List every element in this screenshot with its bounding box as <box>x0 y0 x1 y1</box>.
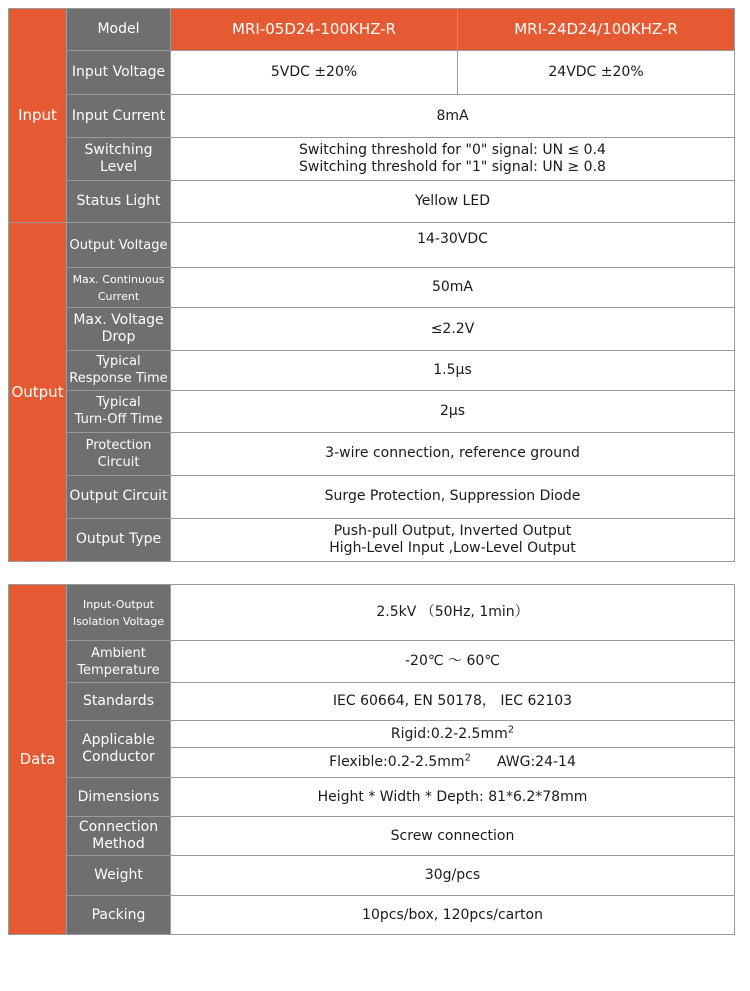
table-row <box>9 817 735 856</box>
protection-circuit-label-line2: Circuit <box>97 454 140 470</box>
turnoff-time-label-line1: Typical <box>96 395 141 411</box>
table-row <box>9 51 735 95</box>
conductor-rigid-sup: 2 <box>507 723 515 735</box>
input-voltage-label: Input Voltage <box>67 51 171 95</box>
turnoff-time-value: 2μs <box>171 390 735 432</box>
max-drop-label-line2: Drop <box>101 329 136 345</box>
table-row <box>9 138 735 181</box>
turnoff-time-label <box>67 390 171 432</box>
output-circuit-value: Surge Protection, Suppression Diode <box>171 475 735 518</box>
conductor-flexible-value <box>171 748 735 778</box>
protection-circuit-value: 3-wire connection, reference ground <box>171 432 735 475</box>
model-b-header: MRI-24D24/100KHZ-R <box>458 9 735 51</box>
isolation-voltage-label-line2: Isolation Voltage <box>72 614 165 628</box>
output-circuit-label: Output Circuit <box>67 475 171 518</box>
output-voltage-value: 14-30VDC <box>171 223 735 268</box>
conductor-label-line1: Applicable <box>82 732 155 748</box>
input-output-spec-table <box>8 8 735 562</box>
table-row <box>9 721 735 748</box>
input-group-label: Input <box>9 9 67 223</box>
conductor-label-line2: Conductor <box>82 749 155 765</box>
table-row <box>9 475 735 518</box>
output-type-line1: Push-pull Output, Inverted Output <box>333 522 572 539</box>
switching-level-label <box>67 138 171 181</box>
conductor-label <box>67 721 171 778</box>
response-time-label <box>67 350 171 390</box>
output-type-label: Output Type <box>67 518 171 561</box>
max-drop-value: ≤2.2V <box>171 308 735 350</box>
max-drop-label-line1: Max. Voltage <box>73 312 164 328</box>
input-voltage-b-value: 24VDC ±20% <box>458 51 735 95</box>
table-row <box>9 181 735 223</box>
response-time-label-line1: Typical <box>96 354 141 370</box>
conductor-awg-text: AWG:24-14 <box>496 754 576 770</box>
output-voltage-label: Output Voltage <box>67 223 171 268</box>
connection-method-label <box>67 817 171 856</box>
ambient-temperature-label <box>67 641 171 683</box>
switching-level-value <box>171 138 735 181</box>
table-row <box>9 308 735 350</box>
packing-value: 10pcs/box, 120pcs/carton <box>171 896 735 935</box>
ambient-temperature-label-line2: Temperature <box>77 662 160 678</box>
output-type-line2: High-Level Input ,Low-Level Output <box>329 539 576 556</box>
weight-label: Weight <box>67 856 171 896</box>
conductor-rigid-value <box>171 721 735 748</box>
ambient-temperature-value: -20℃ ～ 60℃ <box>171 641 735 683</box>
status-light-label: Status Light <box>67 181 171 223</box>
isolation-voltage-value: 2.5kV （50Hz, 1min） <box>171 585 735 641</box>
standards-label: Standards <box>67 683 171 721</box>
connection-method-value: Screw connection <box>171 817 735 856</box>
input-current-label: Input Current <box>67 95 171 138</box>
switching-level-label-line1: Switching <box>84 142 153 159</box>
model-label: Model <box>67 9 171 51</box>
switching-level-label-line2: Level <box>100 159 137 176</box>
isolation-voltage-label <box>67 585 171 641</box>
table-row <box>9 95 735 138</box>
table-row <box>9 268 735 308</box>
table-row <box>9 518 735 561</box>
table-row <box>9 223 735 268</box>
table-row <box>9 585 735 641</box>
response-time-value: 1.5μs <box>171 350 735 390</box>
table-row <box>9 9 735 51</box>
data-group-label: Data <box>9 585 67 935</box>
isolation-voltage-label-line1: Input-Output <box>83 597 154 611</box>
protection-circuit-label-line1: Protection <box>85 437 152 453</box>
conductor-flexible-sup: 2 <box>464 752 471 764</box>
model-a-header: MRI-05D24-100KHZ-R <box>171 9 458 51</box>
max-drop-label <box>67 308 171 350</box>
weight-value: 30g/pcs <box>171 856 735 896</box>
connection-method-label-line2: Method <box>92 836 145 852</box>
input-voltage-a-value: 5VDC ±20% <box>171 51 458 95</box>
dimensions-label: Dimensions <box>67 778 171 817</box>
table-row <box>9 896 735 935</box>
table-row <box>9 683 735 721</box>
dimensions-value: Height * Width * Depth: 81*6.2*78mm <box>171 778 735 817</box>
switching-level-line2: Switching threshold for "1" signal: UN ≥ 0.8 <box>299 159 606 176</box>
conductor-flexible-text: Flexible:0.2-2.5mm <box>329 754 465 770</box>
response-time-label-line2: Response Time <box>69 371 168 387</box>
table-row <box>9 390 735 432</box>
table-row <box>9 432 735 475</box>
connection-method-label-line1: Connection <box>78 819 159 835</box>
output-group-label: Output <box>9 223 67 562</box>
max-current-label <box>67 268 171 308</box>
table-row <box>9 641 735 683</box>
table-row <box>9 350 735 390</box>
data-spec-table <box>8 584 735 935</box>
ambient-temperature-label-line1: Ambient <box>91 645 146 661</box>
max-current-value: 50mA <box>171 268 735 308</box>
max-current-label-line2: Current <box>97 289 140 303</box>
conductor-rigid-text: Rigid:0.2-2.5mm <box>390 725 508 742</box>
protection-circuit-label <box>67 432 171 475</box>
packing-label: Packing <box>67 896 171 935</box>
status-light-value: Yellow LED <box>171 181 735 223</box>
output-type-value <box>171 518 735 561</box>
table-row <box>9 778 735 817</box>
input-current-value: 8mA <box>171 95 735 138</box>
switching-level-line1: Switching threshold for "0" signal: UN ≤ 0.4 <box>299 142 606 159</box>
standards-value: IEC 60664, EN 50178， IEC 62103 <box>171 683 735 721</box>
turnoff-time-label-line2: Turn-Off Time <box>74 412 163 428</box>
max-current-label-line1: Max. Continuous <box>72 272 165 286</box>
table-row <box>9 856 735 896</box>
